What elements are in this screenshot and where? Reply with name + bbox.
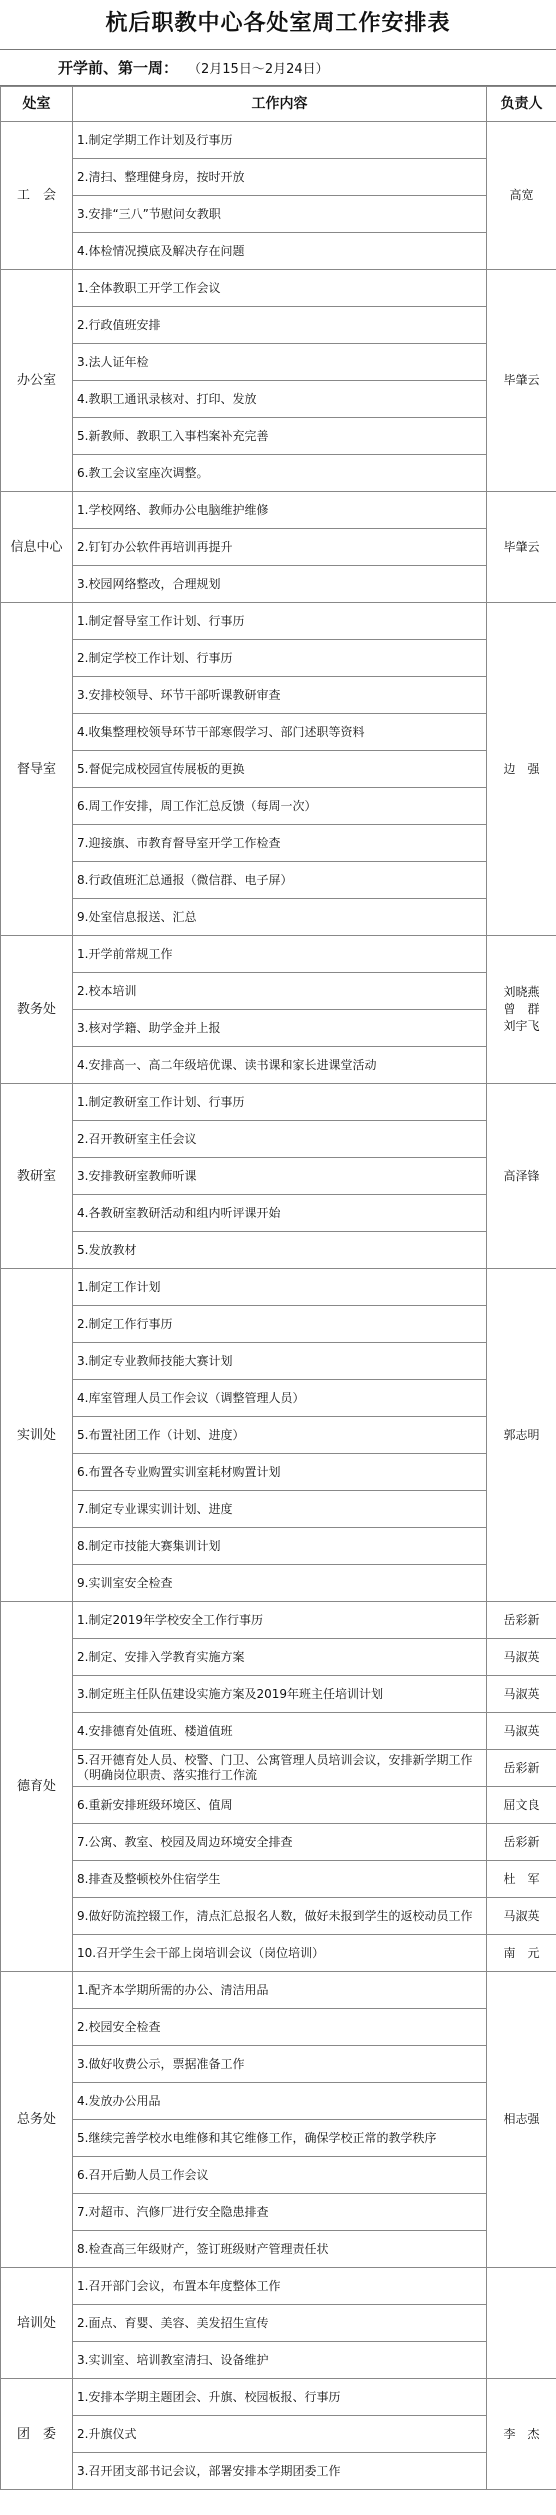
dept-cell-t2: 团 委 bbox=[1, 2379, 73, 2490]
work-item: 2.行政值班安排 bbox=[73, 307, 487, 344]
work-item: 1.学校网络、教师办公电脑维护维修 bbox=[73, 492, 487, 529]
work-item: 2.面点、育婴、美容、美发招生宣传 bbox=[73, 2305, 487, 2342]
work-item: 3.做好收费公示，票据准备工作 bbox=[73, 2046, 487, 2083]
work-item: 2.钉钉办公软件再培训再提升 bbox=[73, 529, 487, 566]
resp-cell-s3: 边 强 bbox=[487, 603, 556, 936]
table-row bbox=[1, 1602, 556, 1639]
work-item: 3.制定专业教师技能大赛计划 bbox=[73, 1343, 487, 1380]
work-item: 9.处室信息报送、汇总 bbox=[73, 899, 487, 936]
work-item: 9.做好防流控辍工作，清点汇总报名人数，做好未报到学生的返校动员工作 bbox=[73, 1898, 487, 1935]
work-item: 6.重新安排班级环境区、值周 bbox=[73, 1787, 487, 1824]
work-item: 2.校本培训 bbox=[73, 973, 487, 1010]
work-item: 10.召开学生会干部上岗培训会议（岗位培训） bbox=[73, 1935, 487, 1972]
subtitle-label: 开学前、第一周： bbox=[58, 59, 179, 77]
work-item: 1.制定督导室工作计划、行事历 bbox=[73, 603, 487, 640]
table-row bbox=[1, 1787, 556, 1824]
resp-cell: 杜 军 bbox=[487, 1861, 556, 1898]
work-item: 1.召开部门会议，布置本年度整体工作 bbox=[73, 2268, 487, 2305]
work-item: 4.发放办公用品 bbox=[73, 2083, 487, 2120]
table-row bbox=[1, 1824, 556, 1861]
table-row bbox=[1, 344, 556, 381]
work-item: 3.核对学籍、助学金并上报 bbox=[73, 1010, 487, 1047]
header-content: 工作内容 bbox=[73, 87, 487, 122]
work-item: 3.安排“三八”节慰问女教职 bbox=[73, 196, 487, 233]
table-row bbox=[1, 233, 556, 270]
table-row bbox=[1, 2231, 556, 2268]
table-row bbox=[1, 1639, 556, 1676]
work-item: 1.配齐本学期所需的办公、清洁用品 bbox=[73, 1972, 487, 2009]
table-row bbox=[1, 1084, 556, 1121]
work-item: 8.检查高三年级财产，签订班级财产管理责任状 bbox=[73, 2231, 487, 2268]
table-row bbox=[1, 1491, 556, 1528]
resp-cell: 马淑英 bbox=[487, 1898, 556, 1935]
dept-cell-s6: 实训处 bbox=[1, 1269, 73, 1602]
work-item: 5.新教师、教职工入事档案补充完善 bbox=[73, 418, 487, 455]
work-item: 3.实训室、培训教室清扫、设备维护 bbox=[73, 2342, 487, 2379]
table-row bbox=[1, 566, 556, 603]
resp-cell: 岳彩新 bbox=[487, 1750, 556, 1787]
resp-cell: 南 元 bbox=[487, 1935, 556, 1972]
table-row bbox=[1, 2194, 556, 2231]
work-item: 4.安排德育处值班、楼道值班 bbox=[73, 1713, 487, 1750]
table-row bbox=[1, 1565, 556, 1602]
work-item: 6.周工作安排，周工作汇总反馈（每周一次） bbox=[73, 788, 487, 825]
table-row bbox=[1, 159, 556, 196]
work-item: 6.召开后勤人员工作会议 bbox=[73, 2157, 487, 2194]
resp-cell: 马淑英 bbox=[487, 1713, 556, 1750]
work-item: 5.布置社团工作（计划、进度） bbox=[73, 1417, 487, 1454]
work-item: 7.公寓、教室、校园及周边环境安全排查 bbox=[73, 1824, 487, 1861]
schedule-body bbox=[1, 122, 556, 2490]
work-item: 1.开学前常规工作 bbox=[73, 936, 487, 973]
table-row bbox=[1, 936, 556, 973]
table-row bbox=[1, 492, 556, 529]
dept-cell-s2: 信息中心 bbox=[1, 492, 73, 603]
table-row bbox=[1, 2416, 556, 2453]
work-item: 1.制定2019年学校安全工作行事历 bbox=[73, 1602, 487, 1639]
table-row bbox=[1, 2157, 556, 2194]
work-item: 3.召开团支部书记会议，部署安排本学期团委工作 bbox=[73, 2453, 487, 2490]
table-row bbox=[1, 1935, 556, 1972]
work-item: 1.全体教职工开学工作会议 bbox=[73, 270, 487, 307]
table-row bbox=[1, 418, 556, 455]
work-item: 4.教职工通讯录核对、打印、发放 bbox=[73, 381, 487, 418]
header-dept: 处室 bbox=[1, 87, 73, 122]
work-item: 7.制定专业课实训计划、进度 bbox=[73, 1491, 487, 1528]
resp-cell-t1 bbox=[487, 2268, 556, 2379]
resp-cell-s4: 刘晓燕 曾 群 刘宇飞 bbox=[487, 936, 556, 1084]
dept-cell-t0: 总务处 bbox=[1, 1972, 73, 2268]
work-item: 1.制定学期工作计划及行事历 bbox=[73, 122, 487, 159]
subtitle-range: （2月15日～2月24日） bbox=[188, 62, 329, 77]
table-row bbox=[1, 529, 556, 566]
table-row bbox=[1, 2342, 556, 2379]
work-item: 2.制定工作行事历 bbox=[73, 1306, 487, 1343]
table-row bbox=[1, 2120, 556, 2157]
table-row bbox=[1, 825, 556, 862]
table-row bbox=[1, 1861, 556, 1898]
work-item: 8.行政值班汇总通报（微信群、电子屏） bbox=[73, 862, 487, 899]
dept-cell-deyu: 德育处 bbox=[1, 1602, 73, 1972]
work-item: 9.实训室安全检查 bbox=[73, 1565, 487, 1602]
table-row bbox=[1, 1306, 556, 1343]
page-subtitle bbox=[0, 50, 556, 86]
work-item: 7.迎接旗、市教育督导室开学工作检查 bbox=[73, 825, 487, 862]
table-row bbox=[1, 1750, 556, 1787]
work-item: 4.各教研室教研活动和组内听评课开始 bbox=[73, 1195, 487, 1232]
dept-cell-s0: 工 会 bbox=[1, 122, 73, 270]
dept-cell-s5: 教研室 bbox=[1, 1084, 73, 1269]
page-title: 杭后职教中心各处室周工作安排表 bbox=[0, 0, 556, 50]
table-row bbox=[1, 973, 556, 1010]
resp-cell-s0: 高宽 bbox=[487, 122, 556, 270]
work-item: 7.对超市、汽修厂进行安全隐患排查 bbox=[73, 2194, 487, 2231]
work-item: 5.督促完成校园宣传展板的更换 bbox=[73, 751, 487, 788]
table-row bbox=[1, 2083, 556, 2120]
table-row bbox=[1, 2305, 556, 2342]
dept-cell-s4: 教务处 bbox=[1, 936, 73, 1084]
resp-cell-s2: 毕肇云 bbox=[487, 492, 556, 603]
table-row bbox=[1, 455, 556, 492]
resp-cell: 马淑英 bbox=[487, 1676, 556, 1713]
dept-cell-t1: 培训处 bbox=[1, 2268, 73, 2379]
table-row bbox=[1, 2379, 556, 2416]
resp-cell-t0: 相志强 bbox=[487, 1972, 556, 2268]
table-row bbox=[1, 2009, 556, 2046]
work-item: 3.安排校领导、环节干部听课教研审查 bbox=[73, 677, 487, 714]
table-row bbox=[1, 270, 556, 307]
work-item: 4.收集整理校领导环节干部寒假学习、部门述职等资料 bbox=[73, 714, 487, 751]
table-row bbox=[1, 196, 556, 233]
table-row bbox=[1, 381, 556, 418]
table-row bbox=[1, 1158, 556, 1195]
table-row bbox=[1, 1010, 556, 1047]
work-item: 2.制定学校工作计划、行事历 bbox=[73, 640, 487, 677]
table-row bbox=[1, 307, 556, 344]
table-row bbox=[1, 1195, 556, 1232]
work-item: 4.安排高一、高二年级培优课、读书课和家长进课堂活动 bbox=[73, 1047, 487, 1084]
table-row bbox=[1, 1417, 556, 1454]
resp-cell-s6: 郭志明 bbox=[487, 1269, 556, 1602]
work-item: 2.升旗仪式 bbox=[73, 2416, 487, 2453]
header-row bbox=[1, 87, 556, 122]
work-item: 2.校园安全检查 bbox=[73, 2009, 487, 2046]
work-item: 1.制定教研室工作计划、行事历 bbox=[73, 1084, 487, 1121]
dept-cell-s3: 督导室 bbox=[1, 603, 73, 936]
table-row bbox=[1, 862, 556, 899]
table-row bbox=[1, 1713, 556, 1750]
work-item: 6.布置各专业购置实训室耗材购置计划 bbox=[73, 1454, 487, 1491]
work-item: 3.安排教研室教师听课 bbox=[73, 1158, 487, 1195]
work-item: 2.召开教研室主任会议 bbox=[73, 1121, 487, 1158]
work-item: 4.体检情况摸底及解决存在问题 bbox=[73, 233, 487, 270]
table-row bbox=[1, 2453, 556, 2490]
table-row bbox=[1, 899, 556, 936]
work-item: 3.制定班主任队伍建设实施方案及2019年班主任培训计划 bbox=[73, 1676, 487, 1713]
table-row bbox=[1, 1121, 556, 1158]
table-row bbox=[1, 1898, 556, 1935]
table-row bbox=[1, 1232, 556, 1269]
work-item: 5.召开德育处人员、校警、门卫、公寓管理人员培训会议，安排新学期工作（明确岗位职责、落实推行工作流 bbox=[73, 1750, 487, 1787]
schedule-table bbox=[0, 86, 556, 2490]
work-item: 3.法人证年检 bbox=[73, 344, 487, 381]
resp-cell: 屈文良 bbox=[487, 1787, 556, 1824]
table-row bbox=[1, 2046, 556, 2083]
work-item: 6.教工会议室座次调整。 bbox=[73, 455, 487, 492]
work-item: 1.制定工作计划 bbox=[73, 1269, 487, 1306]
work-item: 5.继续完善学校水电维修和其它维修工作，确保学校正常的教学秩序 bbox=[73, 2120, 487, 2157]
table-row bbox=[1, 788, 556, 825]
resp-cell-s5: 高泽锋 bbox=[487, 1084, 556, 1269]
work-item: 2.制定、安排入学教育实施方案 bbox=[73, 1639, 487, 1676]
resp-cell-s1: 毕肇云 bbox=[487, 270, 556, 492]
table-row bbox=[1, 122, 556, 159]
work-item: 8.制定市技能大赛集训计划 bbox=[73, 1528, 487, 1565]
work-item: 4.库室管理人员工作会议（调整管理人员） bbox=[73, 1380, 487, 1417]
header-resp: 负责人 bbox=[487, 87, 556, 122]
resp-cell-t2: 李 杰 bbox=[487, 2379, 556, 2490]
dept-cell-s1: 办公室 bbox=[1, 270, 73, 492]
resp-cell: 岳彩新 bbox=[487, 1824, 556, 1861]
work-item: 3.校园网络整改，合理规划 bbox=[73, 566, 487, 603]
table-row bbox=[1, 603, 556, 640]
work-item: 5.发放教材 bbox=[73, 1232, 487, 1269]
work-item: 2.清扫、整理健身房，按时开放 bbox=[73, 159, 487, 196]
table-row bbox=[1, 677, 556, 714]
table-row bbox=[1, 1528, 556, 1565]
table-row bbox=[1, 1972, 556, 2009]
table-row bbox=[1, 1343, 556, 1380]
table-row bbox=[1, 640, 556, 677]
resp-cell: 马淑英 bbox=[487, 1639, 556, 1676]
table-row bbox=[1, 1047, 556, 1084]
work-item: 1.安排本学期主题团会、升旗、校园板报、行事历 bbox=[73, 2379, 487, 2416]
work-item: 8.排查及整顿校外住宿学生 bbox=[73, 1861, 487, 1898]
table-row bbox=[1, 2268, 556, 2305]
table-row bbox=[1, 1380, 556, 1417]
table-row bbox=[1, 751, 556, 788]
table-row bbox=[1, 1676, 556, 1713]
table-row bbox=[1, 1269, 556, 1306]
table-row bbox=[1, 1454, 556, 1491]
table-row bbox=[1, 714, 556, 751]
resp-cell: 岳彩新 bbox=[487, 1602, 556, 1639]
